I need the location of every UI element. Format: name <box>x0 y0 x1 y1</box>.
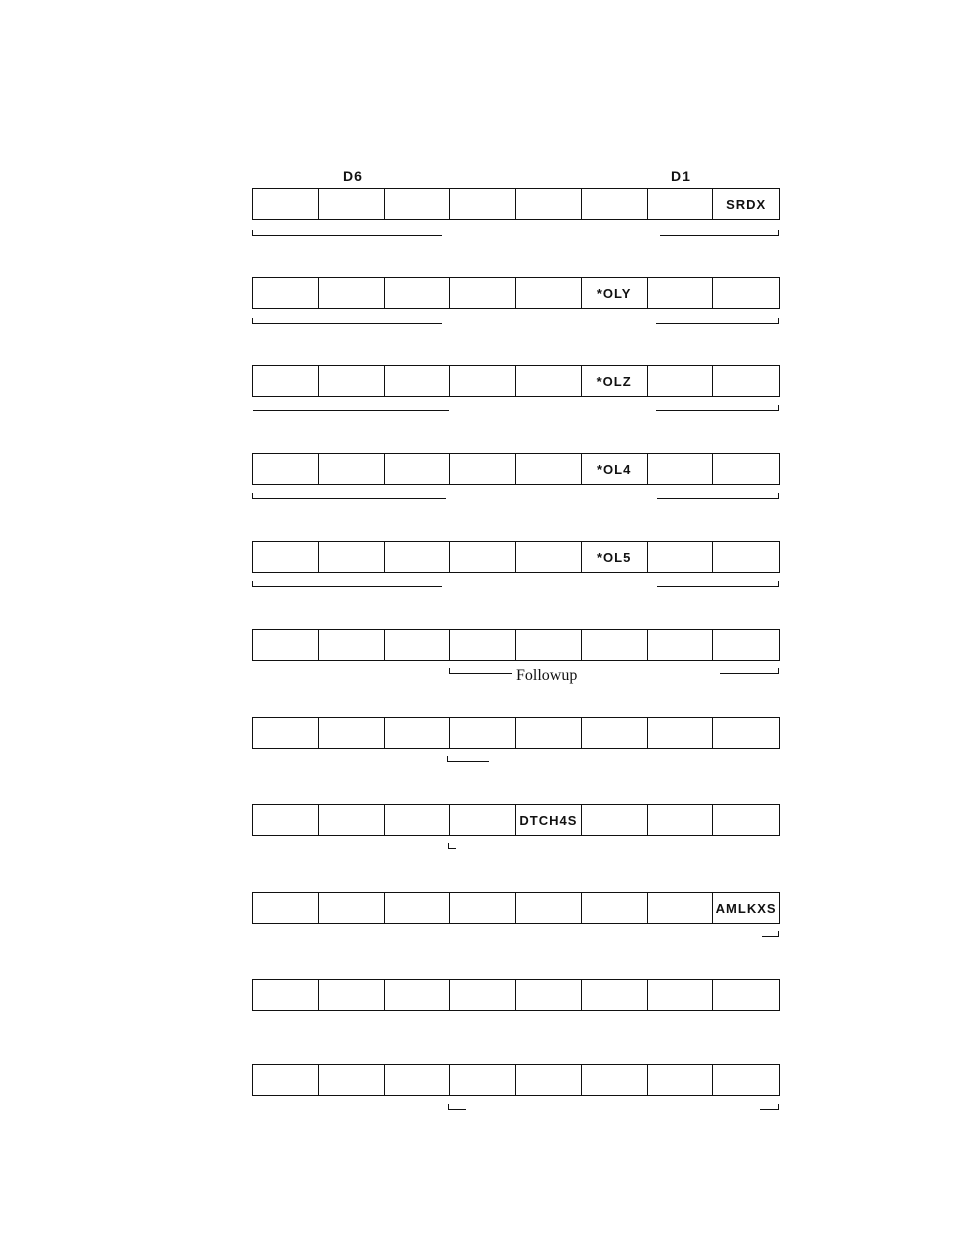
bit-cell <box>450 718 516 748</box>
bit-cell <box>713 980 779 1010</box>
bit-cell <box>253 1065 319 1095</box>
bracket-left <box>252 230 442 236</box>
register-row-8 <box>252 804 780 836</box>
bit-cell <box>648 805 714 835</box>
bit-cell <box>450 805 516 835</box>
bit-cell <box>385 630 451 660</box>
bit-cell <box>582 805 648 835</box>
bit-cell <box>648 630 714 660</box>
bit-cell <box>450 893 516 923</box>
bit-cell <box>516 630 582 660</box>
bracket-left <box>447 756 489 762</box>
bit-cell <box>253 366 319 396</box>
bit-cell: *OLY <box>582 278 648 308</box>
bit-cell <box>253 542 319 572</box>
bit-cell <box>253 805 319 835</box>
bracket-left <box>253 405 449 411</box>
bit-cell <box>516 718 582 748</box>
bit-cell <box>385 1065 451 1095</box>
bracket-right <box>720 668 779 674</box>
bit-cell <box>385 718 451 748</box>
bit-cell <box>713 805 779 835</box>
bit-cell <box>253 189 319 219</box>
bit-cell <box>648 542 714 572</box>
bit-cell <box>713 366 779 396</box>
register-row-4 <box>252 453 780 485</box>
bit-cell <box>385 980 451 1010</box>
bit-cell <box>253 893 319 923</box>
bit-cell <box>319 1065 385 1095</box>
bit-cell <box>582 980 648 1010</box>
bit-cell <box>516 278 582 308</box>
bit-cell <box>713 630 779 660</box>
bit-cell <box>385 805 451 835</box>
bit-cell <box>582 189 648 219</box>
bit-cell <box>450 454 516 484</box>
bit-cell <box>319 718 385 748</box>
bit-cell <box>385 366 451 396</box>
bracket-right <box>656 318 779 324</box>
register-row-7 <box>252 717 780 749</box>
bit-cell <box>582 630 648 660</box>
bit-cell <box>319 278 385 308</box>
bit-cell <box>713 718 779 748</box>
register-row-5 <box>252 541 780 573</box>
bit-cell <box>450 366 516 396</box>
bit-cell <box>648 278 714 308</box>
bracket-right <box>657 493 779 499</box>
bit-cell <box>713 1065 779 1095</box>
followup-label: Followup <box>516 667 578 684</box>
bracket-left <box>252 493 446 499</box>
bit-cell <box>713 278 779 308</box>
bracket-right <box>657 581 779 587</box>
bit-cell <box>385 189 451 219</box>
bit-cell <box>319 630 385 660</box>
bit-cell <box>319 805 385 835</box>
bit-cell <box>582 893 648 923</box>
register-row-9 <box>252 892 780 924</box>
bit-cell <box>582 718 648 748</box>
bracket-left <box>448 843 456 849</box>
bit-cell <box>385 542 451 572</box>
bracket-right <box>660 230 779 236</box>
bracket-right <box>760 1104 779 1110</box>
bit-label-d1: D1 <box>671 168 691 184</box>
bit-cell: *OLZ <box>582 366 648 396</box>
bit-cell <box>319 893 385 923</box>
bit-cell <box>516 1065 582 1095</box>
bit-cell <box>385 893 451 923</box>
bit-cell: *OL5 <box>582 542 648 572</box>
bit-cell <box>516 893 582 923</box>
bit-cell <box>648 454 714 484</box>
bracket-right <box>762 931 779 937</box>
bit-cell <box>450 278 516 308</box>
bit-cell <box>516 366 582 396</box>
bit-label-d6: D6 <box>343 168 363 184</box>
bit-cell <box>516 980 582 1010</box>
bracket-left <box>252 581 442 587</box>
bracket-left <box>252 318 442 324</box>
bit-cell <box>253 718 319 748</box>
bit-cell <box>516 454 582 484</box>
bit-cell <box>582 1065 648 1095</box>
bit-cell <box>450 542 516 572</box>
bit-cell: DTCH4S <box>516 805 582 835</box>
bracket-left <box>449 668 512 674</box>
register-row-2 <box>252 277 780 309</box>
bit-cell <box>713 454 779 484</box>
bit-cell <box>648 1065 714 1095</box>
bit-cell <box>713 542 779 572</box>
bit-cell <box>319 980 385 1010</box>
register-row-6 <box>252 629 780 661</box>
bit-cell <box>319 366 385 396</box>
bracket-left <box>448 1104 466 1110</box>
register-row-11 <box>252 1064 780 1096</box>
bit-cell <box>253 278 319 308</box>
bit-cell: *OL4 <box>582 454 648 484</box>
bit-cell <box>648 189 714 219</box>
bit-cell <box>648 718 714 748</box>
bit-cell <box>450 189 516 219</box>
bit-cell <box>253 980 319 1010</box>
bit-cell <box>450 1065 516 1095</box>
register-row-1 <box>252 188 780 220</box>
bit-cell: SRDX <box>726 196 767 212</box>
bit-cell <box>450 630 516 660</box>
bit-cell <box>648 980 714 1010</box>
bit-cell <box>319 189 385 219</box>
bit-cell <box>253 630 319 660</box>
bit-cell <box>385 278 451 308</box>
bit-cell <box>319 542 385 572</box>
bit-cell <box>385 454 451 484</box>
bit-cell <box>648 366 714 396</box>
bit-cell: AMLKXS <box>715 900 777 916</box>
register-row-10 <box>252 979 780 1011</box>
bracket-right <box>656 405 779 411</box>
bit-cell <box>450 980 516 1010</box>
register-row-3 <box>252 365 780 397</box>
bit-cell <box>319 454 385 484</box>
bit-cell <box>516 542 582 572</box>
bit-cell <box>253 454 319 484</box>
bit-cell <box>648 893 714 923</box>
bit-cell <box>516 189 582 219</box>
